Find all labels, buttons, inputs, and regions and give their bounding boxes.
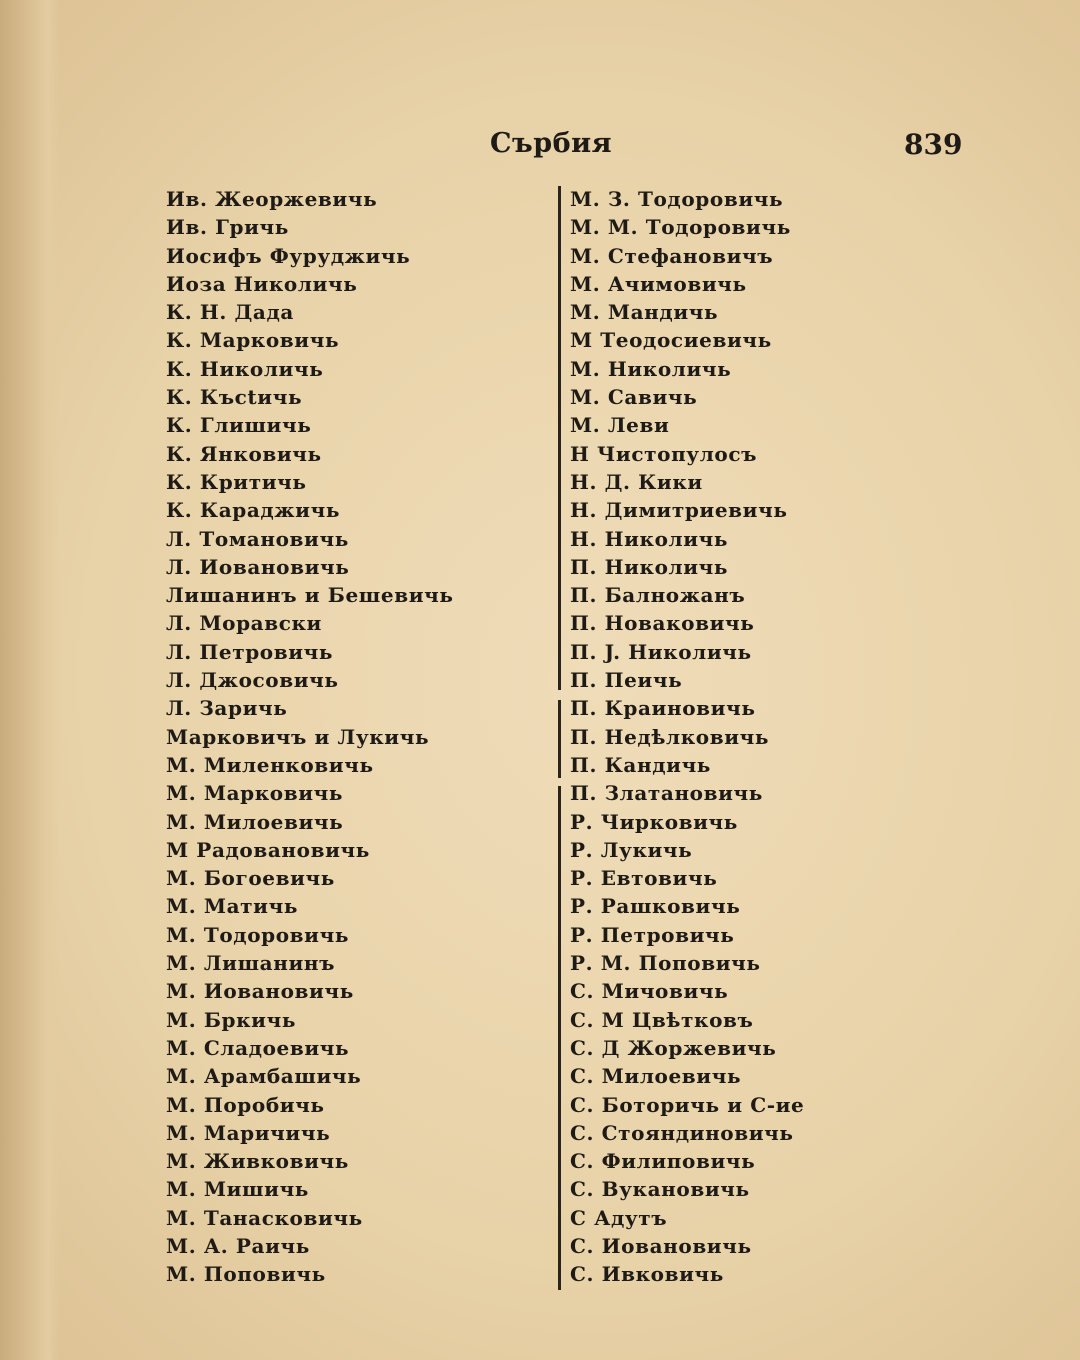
list-item: М. Поповичь	[166, 1262, 326, 1287]
list-item: М Теодосиевичь	[570, 328, 772, 353]
list-item: К. Критичь	[166, 469, 307, 494]
list-item: Н. Димитриевичь	[570, 498, 788, 523]
list-item: Лишанинъ и Бешевичь	[166, 583, 454, 608]
list-item: М. Мишичь	[166, 1177, 309, 1202]
list-item: М. Сладоевичь	[166, 1035, 350, 1060]
list-item: Л. Петровичь	[166, 639, 334, 664]
column-divider	[558, 700, 561, 778]
list-item: Р. М. Поповичь	[570, 951, 761, 976]
list-item: М. Поробичь	[166, 1092, 325, 1117]
list-item: М. А. Раичь	[166, 1233, 310, 1258]
list-item: Ив. Гричь	[166, 215, 289, 240]
list-item: М Радовановичь	[166, 837, 370, 862]
list-item: С. М Цвѣтковъ	[570, 1007, 754, 1032]
list-item: К. Н. Дада	[166, 300, 294, 325]
list-item: С. Д Жоржевичь	[570, 1035, 777, 1060]
list-item: М. Ачимовичь	[570, 271, 747, 296]
list-item: К. Глишичь	[166, 413, 312, 438]
list-item: Л. Джосовичь	[166, 668, 339, 693]
page-title: Сърбия	[490, 128, 613, 159]
page-gutter-shadow	[0, 0, 60, 1360]
list-item: П. Пеичь	[570, 668, 683, 693]
list-item: П. Новаковичь	[570, 611, 755, 636]
list-item: М. Матичь	[166, 894, 299, 919]
list-item: Р. Чирковичь	[570, 809, 738, 834]
list-item: К. Марковичь	[166, 328, 340, 353]
list-item: М. Живковичь	[166, 1149, 349, 1174]
column-divider	[558, 186, 561, 690]
list-item: С. Боторичь и С-ие	[570, 1092, 805, 1117]
list-item: М. Танасковичь	[166, 1205, 363, 1230]
list-item: Марковичъ и Лукичь	[166, 724, 430, 749]
list-item: П. J. Николичь	[570, 639, 752, 664]
column-divider	[558, 786, 561, 1290]
page-number: 839	[904, 128, 963, 161]
list-item: М. Мандичь	[570, 300, 719, 325]
list-item: Иосифъ Фуруджичь	[166, 243, 411, 268]
list-item: С Адутъ	[570, 1205, 668, 1230]
list-item: С. Милоевичь	[570, 1064, 742, 1089]
list-item: М. Богоевичь	[166, 866, 335, 891]
list-item: С. Филиповичь	[570, 1149, 756, 1174]
list-item: К. Николичь	[166, 356, 324, 381]
list-item: К. Караджичь	[166, 498, 340, 523]
list-item: Н Чистопулосъ	[570, 441, 758, 466]
list-item: М. Лишанинъ	[166, 951, 336, 976]
list-item: П. Златановичь	[570, 781, 763, 806]
list-item: К. Янковичь	[166, 441, 322, 466]
list-item: К. Късtичь	[166, 385, 303, 410]
list-item: Иоза Николичь	[166, 271, 358, 296]
list-item: С. Стояндиновичь	[570, 1120, 794, 1145]
list-item: Л. Моравски	[166, 611, 322, 636]
list-item: М. Милоевичь	[166, 809, 344, 834]
left-name-list	[166, 185, 454, 1289]
list-item: Л. Томановичь	[166, 526, 349, 551]
list-item: М. Леви	[570, 413, 670, 438]
list-item: П. Краиновичь	[570, 696, 756, 721]
list-item: С. Иовановичь	[570, 1233, 752, 1258]
list-item: П. Балножанъ	[570, 583, 746, 608]
list-item: Р. Петровичь	[570, 922, 735, 947]
list-item: М. Бркичь	[166, 1007, 297, 1032]
list-item: Р. Лукичь	[570, 837, 693, 862]
list-item: М. Стефановичъ	[570, 243, 774, 268]
list-item: М. Марковичь	[166, 781, 344, 806]
list-item: Н. Д. Кики	[570, 469, 703, 494]
list-item: М. М. Тодоровичь	[570, 215, 791, 240]
list-item: Л. Иовановичь	[166, 554, 350, 579]
list-item: М. Миленковичь	[166, 752, 374, 777]
list-item: С. Мичовичь	[570, 979, 729, 1004]
list-item: М. Николичь	[570, 356, 732, 381]
list-item: С. Вукановичь	[570, 1177, 750, 1202]
list-item: М. Тодоровичь	[166, 922, 350, 947]
list-item: П. Недѣлковичь	[570, 724, 770, 749]
list-item: М. Арамбашичь	[166, 1064, 362, 1089]
list-item: Н. Николичь	[570, 526, 729, 551]
list-item: Р. Евтовичь	[570, 866, 718, 891]
list-item: М. З. Тодоровичь	[570, 187, 784, 211]
list-item: Л. Заричь	[166, 696, 288, 721]
list-item: Р. Рашковичь	[570, 894, 741, 919]
list-item: М. Маричичь	[166, 1120, 331, 1145]
right-name-list	[570, 185, 804, 1289]
list-item: П. Николичь	[570, 554, 729, 579]
list-item: М. Савичь	[570, 385, 698, 410]
list-item: П. Кандичь	[570, 752, 711, 777]
list-item: М. Иовановичь	[166, 979, 354, 1004]
list-item: Ив. Жеоржевичь	[166, 187, 378, 211]
list-item: С. Ивковичь	[570, 1262, 724, 1287]
